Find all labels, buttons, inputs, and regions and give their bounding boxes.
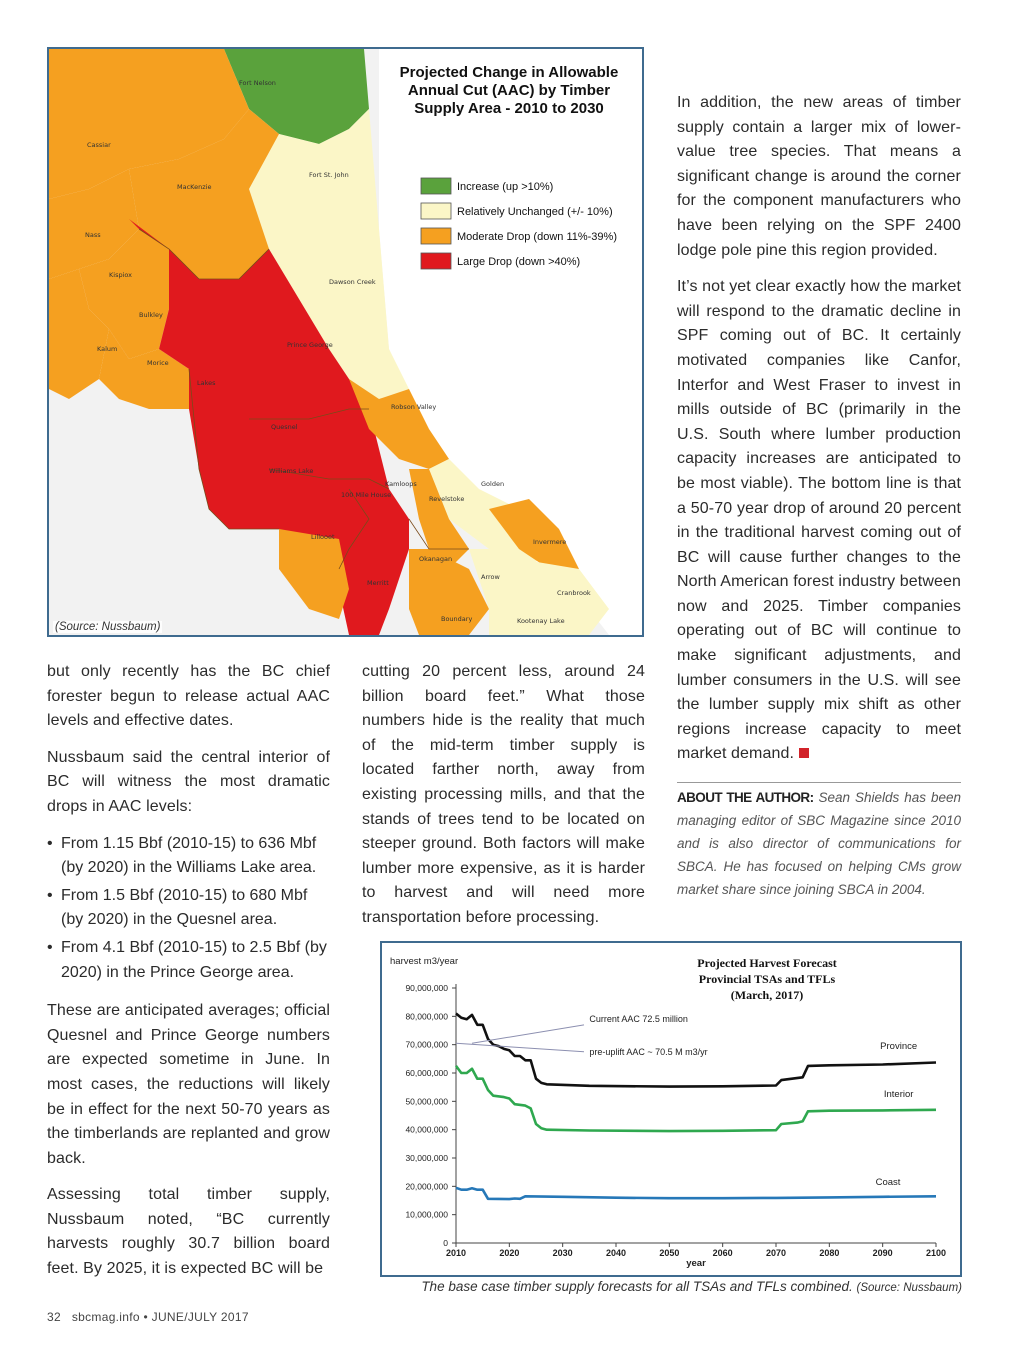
list-item: • From 4.1 Bbf (2010-15) to 2.5 Bbf (by 2020) in the Prince George area.	[47, 936, 330, 985]
aac-drop-list	[47, 832, 330, 986]
author-bio: Sean Shields has been managing editor of SBC Magazine since 2010 and is also director of communications for SBCA. He has focused on helping CMs grow market share since joining SBCA in 2004.	[677, 790, 961, 897]
chart-title-line: Provincial TSAs and TFLs	[698, 972, 836, 986]
body-paragraph: These are anticipated averages; official Quesnel and Prince George numbers are expected sometime in June. In most cases, the reductions will likely be in effect for the next 50-70 years as the timberlands are replanted and grow back.	[47, 1002, 330, 1167]
map-label: Kispiox	[109, 271, 133, 279]
body-paragraph: cutting 20 percent less, around 24 billion board feet.” What those numbers hide is the reality that much of the mid-term timber supply is located farther north, away from existing processing mills, and that the stands of trees tend to be located on steeper ground. Both factors will make lumber more expensive, as it is harder to harvest and will need more transportation before processing.	[362, 663, 645, 926]
map-label: Lakes	[197, 379, 216, 387]
legend-label: Moderate Drop (down 11%-39%)	[457, 231, 617, 243]
map-label: Williams Lake	[269, 467, 314, 475]
legend-label: Large Drop (down >40%)	[457, 256, 581, 268]
harvest-forecast-chart	[382, 943, 960, 1275]
annotation-label: pre-uplift AAC ~ 70.5 M m3/yr	[589, 1046, 708, 1057]
series-label: Interior	[883, 1089, 914, 1101]
map-label: 100 Mile House	[341, 491, 392, 499]
list-item: • From 1.5 Bbf (2010-15) to 680 Mbf (by 2020) in the Quesnel area.	[47, 884, 330, 933]
chart-axes	[452, 984, 936, 1247]
chart-title-line: Projected Harvest Forecast	[697, 956, 837, 970]
annotation-label: Current AAC 72.5 million	[589, 1014, 688, 1024]
chart-title-line: (March, 2017)	[730, 988, 804, 1002]
footer-site: sbcmag.info	[71, 1310, 140, 1324]
chart-text	[390, 956, 946, 1269]
about-the-author	[677, 786, 961, 901]
y-tick-label: 80,000,000	[405, 1011, 448, 1022]
annotation-pointer	[472, 1025, 584, 1043]
series-line-interior	[456, 1066, 936, 1131]
map-label: Arrow	[481, 573, 500, 581]
legend-swatch-unchanged	[421, 203, 451, 219]
chart-caption-text: The base case timber supply forecasts for all TSAs and TFLs combined.	[421, 1279, 853, 1294]
map-label: Quesnel	[271, 423, 298, 431]
legend-swatch-moderate-drop	[421, 228, 451, 244]
harvest-forecast-figure	[380, 941, 962, 1277]
annotation-pointer	[456, 1043, 584, 1052]
map-label: Bulkley	[139, 311, 163, 319]
x-tick-label: 2060	[712, 1248, 733, 1258]
map-title	[400, 64, 619, 117]
body-paragraph: Nussbaum said the central interior of BC will witness the most dramatic drops in AAC levels:	[47, 748, 330, 815]
aac-map	[49, 49, 642, 635]
map-title-line: Supply Area - 2010 to 2030	[414, 100, 604, 117]
y-tick-label: 40,000,000	[405, 1124, 448, 1135]
page-footer	[47, 1310, 249, 1324]
x-tick-label: 2010	[445, 1248, 467, 1258]
x-tick-label: 2070	[765, 1248, 787, 1258]
y-tick-label: 0	[443, 1238, 448, 1248]
map-label: Fort Nelson	[239, 79, 276, 87]
y-axis-label: harvest m3/year	[390, 956, 459, 967]
legend-swatch-large-drop	[421, 253, 451, 269]
x-tick-label: 2030	[552, 1248, 573, 1258]
chart-source: (Source: Nussbaum)	[856, 1282, 962, 1294]
map-label: Robson Valley	[391, 403, 437, 411]
aac-map-figure	[47, 47, 644, 637]
column-2	[362, 660, 645, 931]
chart-caption	[380, 1279, 962, 1294]
author-divider	[677, 782, 961, 783]
y-tick-label: 70,000,000	[405, 1039, 448, 1050]
legend-label: Relatively Unchanged (+/- 10%)	[457, 206, 613, 218]
map-label: Boundary	[441, 615, 473, 623]
x-tick-label: 2090	[872, 1248, 893, 1258]
map-label: Morice	[147, 359, 169, 367]
map-label: Revelstoke	[429, 495, 465, 503]
x-tick-label: 2050	[659, 1248, 680, 1258]
x-tick-label: 2100	[925, 1248, 947, 1258]
map-label: Nass	[85, 231, 101, 239]
body-paragraph: but only recently has the BC chief forester begun to release actual AAC levels and effective dates.	[47, 663, 330, 730]
end-mark-icon	[799, 748, 809, 758]
body-paragraph	[677, 275, 961, 767]
y-tick-label: 30,000,000	[405, 1153, 448, 1163]
legend-swatch-increase	[421, 178, 451, 194]
y-tick-label: 10,000,000	[405, 1209, 448, 1220]
map-label: Kalum	[97, 345, 118, 353]
footer-separator: •	[143, 1310, 149, 1324]
series-line-coast	[456, 1188, 936, 1199]
series-label: Coast	[875, 1176, 901, 1188]
map-title-line: Annual Cut (AAC) by Timber	[407, 82, 611, 99]
map-label: Golden	[481, 480, 505, 488]
page-number: 32	[47, 1310, 61, 1324]
column-1	[47, 660, 330, 1282]
map-label: Merritt	[367, 579, 389, 587]
list-item: • From 1.15 Bbf (2010-15) to 636 Mbf (by 2020) in the Williams Lake area.	[47, 832, 330, 881]
x-axis-label: year	[686, 1258, 706, 1269]
map-label: Invermere	[533, 538, 567, 546]
map-source: (Source: Nussbaum)	[55, 621, 161, 633]
map-label: Prince George	[287, 341, 333, 349]
series-label: Province	[880, 1040, 918, 1052]
map-label: Lillooet	[311, 533, 335, 541]
map-label: Dawson Creek	[329, 278, 376, 286]
y-tick-label: 90,000,000	[405, 983, 448, 993]
map-label: Cranbrook	[557, 589, 591, 597]
y-tick-label: 50,000,000	[405, 1096, 448, 1107]
map-title-line: Projected Change in Allowable	[399, 64, 619, 81]
map-label: MacKenzie	[177, 183, 212, 191]
chart-series	[456, 1014, 936, 1200]
y-tick-label: 60,000,000	[405, 1068, 448, 1078]
map-label: Kamloops	[385, 480, 417, 488]
x-tick-label: 2020	[499, 1248, 520, 1258]
map-label: Kootenay Lake	[517, 617, 565, 625]
x-tick-label: 2080	[819, 1248, 840, 1258]
map-label: Cassiar	[87, 141, 111, 149]
map-label: Okanagan	[419, 555, 453, 563]
map-label: Fort St. John	[309, 171, 349, 179]
legend-label: Increase (up >10%)	[457, 181, 554, 193]
x-tick-label: 2040	[605, 1248, 627, 1258]
body-paragraph: In addition, the new areas of timber supply contain a larger mix of lower-value tree species. That means a significant change is around the corner for the component manufacturers who have been relying on the SPF 2400 lodge pole pine this region provided.	[677, 94, 961, 259]
footer-issue: JUNE/JULY 2017	[151, 1310, 249, 1324]
column-3	[677, 91, 961, 767]
y-tick-label: 20,000,000	[405, 1181, 448, 1192]
author-label: ABOUT THE AUTHOR:	[677, 790, 814, 805]
closing-paragraph-text: It’s not yet clear exactly how the market will respond to the dramatic decline in SPF coming out of BC. It certainly motivated companies like Canfor, Interfor and West Fraser to invest in mills outside of BC (primarily in the U.S. South where lumber production capacity increases are anticipated to be most viable). The bottom line is that a 50-70 year drop of around 20 percent in the traditional harvest coming out of BC will cause further changes to the North American forest industry between now and 2025. Timber companies operating out of BC will continue to make significant adjustments, and lumber consumers in the U.S. will see the lumber supply mix shift as other regions increase capacity to meet market demand.	[677, 278, 961, 763]
body-paragraph: Assessing total timber supply, Nussbaum noted, “BC currently harvests roughly 30.7 billion board feet. By 2025, it is expected BC will be	[47, 1186, 330, 1278]
